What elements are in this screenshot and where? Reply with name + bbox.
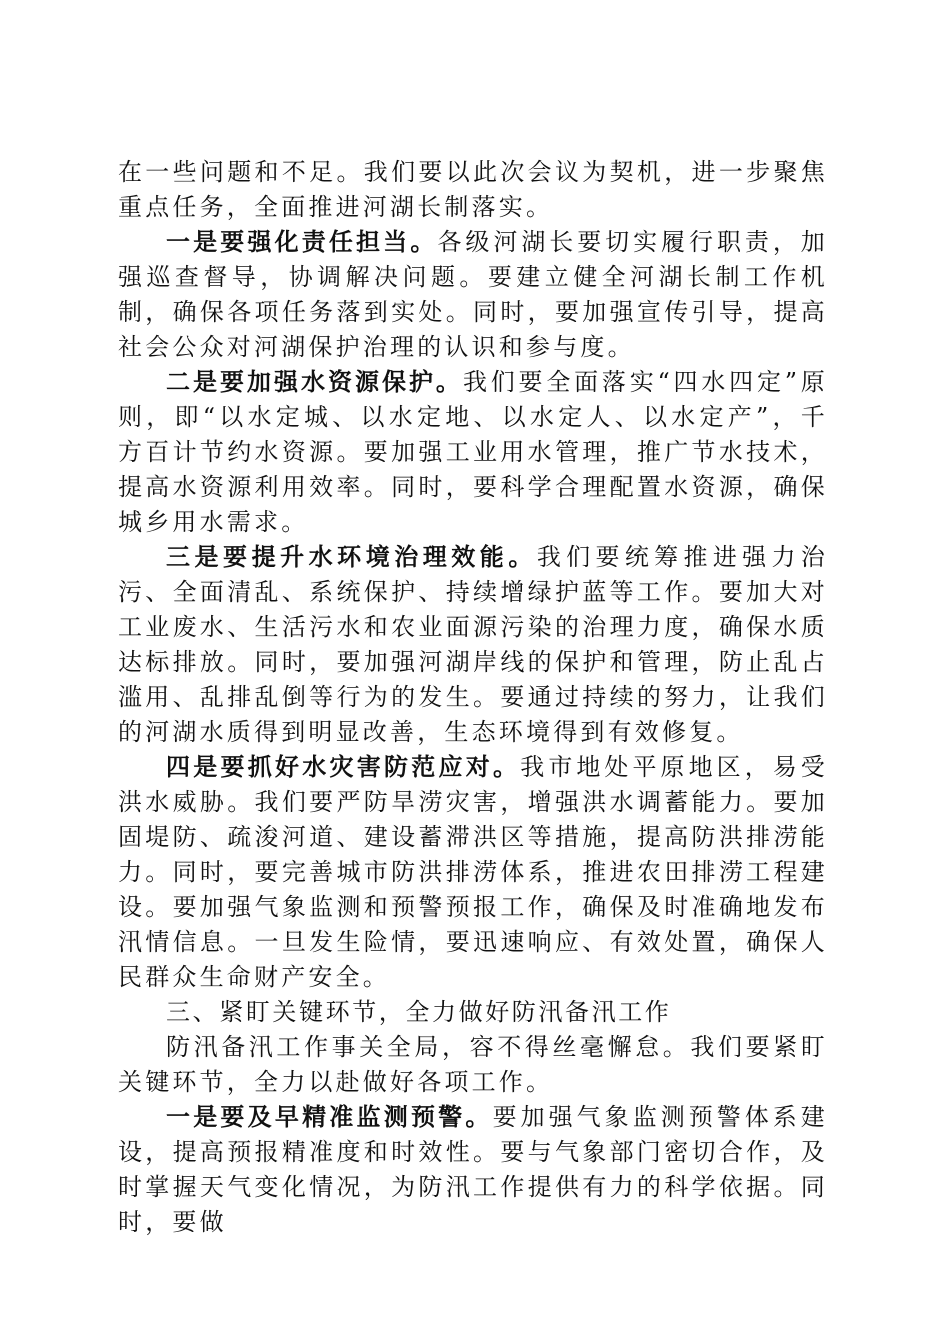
point-water-environment-paragraph: [118, 540, 828, 750]
section-three-heading: 三、紧盯关键环节，全力做好防汛备汛工作: [166, 998, 672, 1026]
section-three-intro-paragraph: [118, 1030, 828, 1100]
point-disaster-prevention-body: 我市地处平原地区，易受洪水威胁。我们要严防旱涝灾害，增强洪水调蓄能力。要加固堤防、疏浚河道、建设蓄滞洪区等措施，提高防洪排涝能力。同时，要完善城市防洪排涝体系，推进农田排涝工程建设。要加强气象监测和预警预报工作，确保及时准确地发布汛情信息。一旦发生险情，要迅速响应、有效处置，确保人民群众生命财产安全。: [118, 753, 828, 991]
intro-text: 在一些问题和不足。我们要以此次会议为契机，进一步聚焦重点任务，全面推进河湖长制落实。: [118, 158, 828, 221]
intro-paragraph: [118, 155, 828, 225]
point-water-resources-body: 我们要全面落实“四水四定”原则，即“以水定城、以水定地、以水定人、以水定产”，千方百计节约水资源。要加强工业用水管理，推广节水技术，提高水资源利用效率。同时，要科学合理配置水资源，确保城乡用水需求。: [118, 368, 828, 536]
point-water-environment-body: 我们要统筹推进强力治污、全面清乱、系统保护、持续增绿护蓝等工作。要加大对工业废水、生活污水和农业面源污染的治理力度，确保水质达标排放。同时，要加强河湖岸线的保护和管理，防止乱占滥用、乱排乱倒等行为的发生。要通过持续的努力，让我们的河湖水质得到明显改善，生态环境得到有效修复。: [118, 543, 829, 746]
point-disaster-prevention-lead: 四是要抓好水灾害防范应对。: [166, 753, 521, 781]
point-water-resources-lead: 二是要加强水资源保护。: [166, 368, 463, 396]
point-water-environment-lead: 三是要提升水环境治理效能。: [166, 543, 537, 571]
point-monitoring-lead: 一是要及早精准监测预警。: [166, 1103, 493, 1131]
point-responsibility-paragraph: [118, 225, 828, 365]
section-three-intro-text: 防汛备汛工作事关全局，容不得丝毫懈怠。我们要紧盯关键环节，全力以赴做好各项工作。: [118, 1033, 828, 1096]
point-responsibility-body: 各级河湖长要切实履行职责，加强巡查督导，协调解决问题。要建立健全河湖长制工作机制，确保各项任务落到实处。同时，要加强宣传引导，提高社会公众对河湖保护治理的认识和参与度。: [118, 228, 828, 361]
point-monitoring-paragraph: [118, 1100, 828, 1240]
document-page: [118, 155, 828, 1240]
point-water-resources-paragraph: [118, 365, 828, 540]
point-monitoring-body: 要加强气象监测预警体系建设，提高预报精准度和时效性。要与气象部门密切合作，及时掌握天气变化情况，为防汛工作提供有力的科学依据。同时，要做: [118, 1103, 828, 1236]
point-responsibility-lead: 一是要强化责任担当。: [166, 228, 438, 256]
point-disaster-prevention-paragraph: [118, 750, 828, 995]
